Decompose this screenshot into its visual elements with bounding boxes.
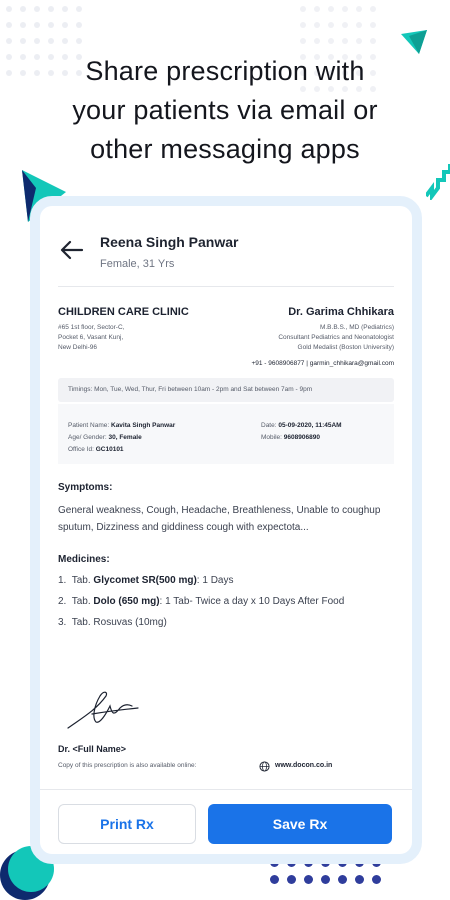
save-rx-button[interactable]: Save Rx bbox=[208, 804, 392, 844]
medicine-number: 1. bbox=[58, 575, 67, 586]
info-label: Date: bbox=[261, 422, 277, 429]
medicine-name: Dolo (650 mg) bbox=[93, 596, 160, 607]
prescription-screen bbox=[40, 206, 412, 854]
info-value: 9608906890 bbox=[283, 434, 320, 441]
globe-icon bbox=[259, 761, 270, 772]
medicine-name: Glycomet SR(500 mg) bbox=[93, 575, 197, 586]
phone-frame bbox=[30, 196, 422, 864]
info-label: Patient Name: bbox=[68, 422, 110, 429]
medicine-item bbox=[58, 596, 344, 607]
website-link[interactable]: www.docon.co.in bbox=[275, 762, 333, 769]
info-value: 05-09-2020, 11:45AM bbox=[278, 422, 342, 429]
headline bbox=[0, 52, 450, 169]
print-rx-button[interactable]: Print Rx bbox=[58, 804, 196, 844]
divider bbox=[58, 286, 394, 287]
clinic-timings: Timings: Mon, Tue, Wed, Thur, Fri between 10am - 2pm and Sat between 7am - 9pm bbox=[58, 378, 394, 402]
medicine-item bbox=[58, 575, 233, 586]
arrow-left-icon[interactable] bbox=[60, 240, 84, 260]
patient-info-box bbox=[58, 404, 394, 464]
medicine-prefix: Tab. bbox=[71, 575, 91, 586]
app-header bbox=[40, 206, 412, 284]
medicine-item bbox=[58, 617, 167, 628]
age-gender-row bbox=[68, 434, 142, 441]
doctor-qualifications: M.B.B.S., MD (Pediatrics) Consultant Pediatrics and Neonatologist Gold Medalist (Boston University) bbox=[278, 324, 394, 351]
info-label: Mobile: bbox=[261, 434, 282, 441]
headline-line: Share prescription with bbox=[85, 56, 365, 86]
headline-line: other messaging apps bbox=[90, 134, 360, 164]
clinic-address: #65 1st floor, Sector-C, Pocket 6, Vasant Kunj, New Delhi-96 bbox=[58, 324, 125, 351]
medicine-detail: Rosuvas (10mg) bbox=[93, 617, 167, 628]
medicine-prefix: Tab. bbox=[71, 596, 91, 607]
patient-meta: Female, 31 Yrs bbox=[100, 258, 175, 270]
info-value: 30, Female bbox=[108, 434, 142, 441]
patient-name-row bbox=[68, 422, 175, 429]
medicine-number: 2. bbox=[58, 596, 67, 607]
signature-icon bbox=[62, 684, 142, 734]
symptoms-title: Symptoms: bbox=[58, 482, 113, 493]
mobile-row bbox=[261, 434, 320, 441]
clinic-name: CHILDREN CARE CLINIC bbox=[58, 306, 189, 318]
date-row bbox=[261, 422, 342, 429]
headline-line: your patients via email or bbox=[72, 95, 378, 125]
doctor-name: Dr. Garima Chhikara bbox=[288, 306, 394, 318]
office-id-row bbox=[68, 446, 124, 453]
signatory-name: Dr. <Full Name> bbox=[58, 744, 127, 754]
divider bbox=[40, 789, 412, 790]
info-value: Kavita Singh Panwar bbox=[111, 422, 176, 429]
info-label: Office Id: bbox=[68, 446, 94, 453]
symptoms-text: General weakness, Cough, Headache, Breathleness, Unable to coughup sputum, Dizziness and giddiness cough with expectota... bbox=[58, 505, 381, 533]
medicine-detail: : 1 Days bbox=[196, 575, 234, 586]
medicine-number: 3. bbox=[58, 617, 67, 628]
info-value: GC10101 bbox=[95, 446, 124, 453]
copy-note: Copy of this prescription is also available online: bbox=[58, 762, 197, 769]
patient-name: Reena Singh Panwar bbox=[100, 234, 239, 250]
doctor-contact: +91 - 9608906877 | garmin_chhikara@gmail.com bbox=[251, 360, 394, 367]
medicine-detail: : 1 Tab- Twice a day x 10 Days After Food bbox=[159, 596, 345, 607]
medicines-title: Medicines: bbox=[58, 554, 110, 565]
medicine-prefix: Tab. bbox=[71, 617, 91, 628]
info-label: Age/ Gender: bbox=[68, 434, 107, 441]
